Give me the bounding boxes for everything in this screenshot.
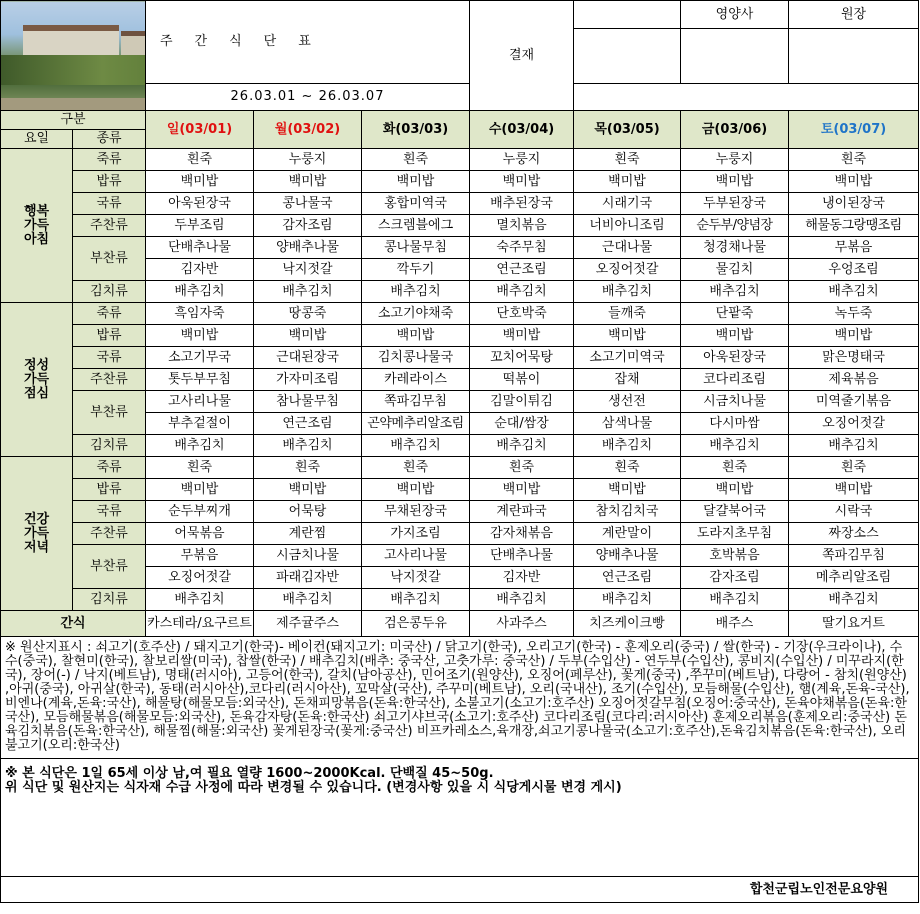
day-header-sun: 일(03/01) — [146, 111, 254, 149]
menu-cell: 백미밥 — [470, 479, 574, 501]
menu-cell: 연근조림 — [574, 567, 681, 589]
menu-cell: 배추된장국 — [470, 193, 574, 215]
menu-cell: 누룽지 — [470, 149, 574, 171]
menu-cell: 아욱된장국 — [681, 347, 789, 369]
menu-cell: 떡볶이 — [470, 369, 574, 391]
notice-block — [1, 759, 919, 877]
menu-cell: 백미밥 — [789, 171, 919, 193]
menu-cell: 제육볶음 — [789, 369, 919, 391]
gubun-header: 구분 — [1, 111, 146, 130]
meal-label-lunch: 정성 가득 점심 — [1, 303, 73, 457]
notice-line-2: 위 식단 및 원산지는 식자재 수급 사정에 따라 변경될 수 있습니다. (변경사항 있을 시 식당게시물 변경 게시) — [5, 780, 622, 795]
category-cell: 부찬류 — [73, 391, 146, 435]
menu-cell: 김자반 — [470, 567, 574, 589]
menu-cell: 시락국 — [789, 501, 919, 523]
snack-cell: 치즈케이크빵 — [574, 611, 681, 637]
menu-cell: 연근조림 — [254, 413, 362, 435]
menu-cell: 김자반 — [146, 259, 254, 281]
menu-cell: 짜장소스 — [789, 523, 919, 545]
menu-cell: 근대나물 — [574, 237, 681, 259]
menu-cell: 삼색나물 — [574, 413, 681, 435]
menu-cell: 달걀북어국 — [681, 501, 789, 523]
category-cell: 부찬류 — [73, 545, 146, 589]
menu-cell: 낙지젓갈 — [254, 259, 362, 281]
approval-sign-director — [789, 29, 919, 84]
category-cell: 밥류 — [73, 479, 146, 501]
menu-cell: 흰죽 — [146, 457, 254, 479]
menu-cell: 흰죽 — [362, 149, 470, 171]
menu-cell: 단호박죽 — [470, 303, 574, 325]
category-cell: 죽류 — [73, 149, 146, 171]
approval-spacer — [574, 1, 681, 29]
approval-bottom-blank — [574, 84, 919, 111]
menu-cell: 백미밥 — [681, 325, 789, 347]
menu-cell: 흰죽 — [574, 149, 681, 171]
menu-cell: 배추김치 — [254, 435, 362, 457]
menu-cell: 배추김치 — [574, 435, 681, 457]
menu-cell: 흰죽 — [470, 457, 574, 479]
menu-cell: 계란말이 — [574, 523, 681, 545]
menu-cell: 배추김치 — [789, 435, 919, 457]
menu-cell: 감자조림 — [254, 215, 362, 237]
category-cell: 부찬류 — [73, 237, 146, 281]
menu-cell: 백미밥 — [254, 325, 362, 347]
menu-cell: 호박볶음 — [681, 545, 789, 567]
category-cell: 국류 — [73, 193, 146, 215]
page-title: 주간식단표 — [146, 1, 470, 84]
menu-cell: 배추김치 — [574, 589, 681, 611]
menu-cell: 흰죽 — [681, 457, 789, 479]
day-header-thu: 목(03/05) — [574, 111, 681, 149]
snack-cell: 사과주스 — [470, 611, 574, 637]
menu-cell: 배추김치 — [470, 435, 574, 457]
menu-cell: 누룽지 — [254, 149, 362, 171]
menu-cell: 누룽지 — [681, 149, 789, 171]
menu-cell: 백미밥 — [254, 479, 362, 501]
menu-cell: 곤약메추리알조림 — [362, 413, 470, 435]
menu-cell: 감자채볶음 — [470, 523, 574, 545]
menu-cell: 백미밥 — [681, 479, 789, 501]
menu-cell: 고사리나물 — [362, 545, 470, 567]
notice-line-1: ※ 본 식단은 1일 65세 이상 남,여 필요 열량 1600~2000Kcal. 단백질 45~50g. — [5, 766, 494, 781]
menu-cell: 무볶음 — [146, 545, 254, 567]
menu-cell: 흰죽 — [146, 149, 254, 171]
menu-cell: 쪽파김무침 — [362, 391, 470, 413]
menu-cell: 배추김치 — [789, 281, 919, 303]
menu-cell: 시금치나물 — [681, 391, 789, 413]
menu-cell: 시래기국 — [574, 193, 681, 215]
menu-cell: 참치김치국 — [574, 501, 681, 523]
category-cell: 주찬류 — [73, 523, 146, 545]
day-header-tue: 화(03/03) — [362, 111, 470, 149]
date-range: 26.03.01 ~ 26.03.07 — [146, 84, 470, 111]
menu-cell: 근대된장국 — [254, 347, 362, 369]
menu-cell: 코다리조림 — [681, 369, 789, 391]
yoil-header: 요일 — [1, 130, 73, 149]
menu-cell: 소고기무국 — [146, 347, 254, 369]
menu-cell: 백미밥 — [681, 171, 789, 193]
category-cell: 김치류 — [73, 281, 146, 303]
menu-cell: 맑은명태국 — [789, 347, 919, 369]
menu-cell: 들깨죽 — [574, 303, 681, 325]
snack-label: 간식 — [1, 611, 146, 637]
snack-cell: 배주스 — [681, 611, 789, 637]
day-header-mon: 월(03/02) — [254, 111, 362, 149]
menu-cell: 해물동그랑땡조림 — [789, 215, 919, 237]
origin-notes: ※ 원산지표시 : 쇠고기(호주산) / 돼지고기(한국)- 베이컨(돼지고기: 미국산) / 닭고기(한국), 오리고기(한국) - 훈제오리(중국) / 쌀(한국) - 기장(우크라이나), 수수(중국), 찰현미(한국), 찰보리쌀(미국), 찹쌀(한국) / 배추김치(배추: 중국산, 고춧가루: 중국산) / 두부(수입산) - 연두부(수입산), 콩비지(수입산) / 미꾸라지(한국), 장어(-) / 낙지(베트남), 명태(러시아), 고등어(한국), 갈치(남아공산), 민어조기(원양산), 오징어(페루산), 꽃게(중국) ,쭈꾸미(베트남), 다랑어 - 참치(원양산) ,아귀(중국), 아귀살(한국), 동태(러시아산),코다리(러시아산), 꼬막살(국산), 주꾸미(베트남), 오리(국내산), 조기(수입산), 모듬해물(수입산), 햄(계육,돈육-국산), 비엔나(계육,돈육:국산), 해물탕(해물모듬:외국산), 돈채피망볶음(돈육:한국산), 소불고기(소고기:호주산) 오징어젓갈무침(오징어:중국산), 돈육야채볶음(돈육:한국산), 모듬해물볶음(해물모듬:외국산), 돈육감자탕(돈육:한국산) 쇠고기샤브국(소고기:호주산) 코다리조림(코다리:러시아산) 훈제오리볶음(훈제오리:중국산) 돈육김치볶음(돈육:한국산), 해물찜(해물:외국산) 꽃게된장국(꽃게:중국산) 비프카레소스,육개장,쇠고기콩나물국(소고기:호주산),돈육김치볶음(돈육:한국산), 오리불고기(오리:한국산) — [1, 637, 919, 759]
menu-cell: 소고기미역국 — [574, 347, 681, 369]
menu-cell: 깍두기 — [362, 259, 470, 281]
menu-cell: 흰죽 — [789, 149, 919, 171]
menu-cell: 아욱된장국 — [146, 193, 254, 215]
menu-cell: 순대/쌈장 — [470, 413, 574, 435]
snack-cell: 검은콩두유 — [362, 611, 470, 637]
category-cell: 주찬류 — [73, 369, 146, 391]
menu-cell: 물김치 — [681, 259, 789, 281]
menu-cell: 배추김치 — [146, 435, 254, 457]
category-cell: 김치류 — [73, 435, 146, 457]
menu-cell: 흰죽 — [574, 457, 681, 479]
menu-cell: 파래김자반 — [254, 567, 362, 589]
menu-cell: 생선전 — [574, 391, 681, 413]
menu-cell: 백미밥 — [146, 171, 254, 193]
menu-cell: 배추김치 — [146, 281, 254, 303]
menu-cell: 감자조림 — [681, 567, 789, 589]
meal-label-breakfast: 행복 가득 아침 — [1, 149, 73, 303]
menu-cell: 배추김치 — [362, 589, 470, 611]
menu-cell: 고사리나물 — [146, 391, 254, 413]
menu-cell: 땅콩죽 — [254, 303, 362, 325]
menu-cell: 배추김치 — [362, 281, 470, 303]
day-header-sat: 토(03/07) — [789, 111, 919, 149]
menu-cell: 낙지젓갈 — [362, 567, 470, 589]
menu-cell: 어묵볶음 — [146, 523, 254, 545]
facility-photo — [1, 1, 146, 111]
menu-cell: 백미밥 — [789, 479, 919, 501]
category-cell: 죽류 — [73, 457, 146, 479]
menu-cell: 스크렘블에그 — [362, 215, 470, 237]
menu-cell: 배추김치 — [574, 281, 681, 303]
menu-cell: 백미밥 — [470, 171, 574, 193]
meal-label-dinner: 건강 가득 저녁 — [1, 457, 73, 611]
menu-cell: 참나물무침 — [254, 391, 362, 413]
menu-cell: 꼬치어묵탕 — [470, 347, 574, 369]
snack-cell: 딸기요거트 — [789, 611, 919, 637]
menu-cell: 백미밥 — [574, 479, 681, 501]
menu-cell: 백미밥 — [146, 325, 254, 347]
menu-cell: 메추리알조림 — [789, 567, 919, 589]
menu-cell: 배추김치 — [470, 589, 574, 611]
menu-cell: 백미밥 — [362, 171, 470, 193]
menu-cell: 무채된장국 — [362, 501, 470, 523]
menu-cell: 흑임자죽 — [146, 303, 254, 325]
menu-cell: 배추김치 — [362, 435, 470, 457]
menu-cell: 배추김치 — [470, 281, 574, 303]
menu-cell: 멸치볶음 — [470, 215, 574, 237]
menu-cell: 계란파국 — [470, 501, 574, 523]
menu-cell: 단팥죽 — [681, 303, 789, 325]
category-cell: 김치류 — [73, 589, 146, 611]
menu-cell: 배추김치 — [789, 589, 919, 611]
menu-cell: 쪽파김무침 — [789, 545, 919, 567]
menu-cell: 계란찜 — [254, 523, 362, 545]
category-cell: 국류 — [73, 347, 146, 369]
menu-cell: 카레라이스 — [362, 369, 470, 391]
day-header-wed: 수(03/04) — [470, 111, 574, 149]
approver-director: 원장 — [789, 1, 919, 29]
category-cell: 죽류 — [73, 303, 146, 325]
menu-cell: 흰죽 — [254, 457, 362, 479]
menu-cell: 백미밥 — [574, 171, 681, 193]
menu-cell: 홍합미역국 — [362, 193, 470, 215]
snack-cell: 제주귤주스 — [254, 611, 362, 637]
menu-cell: 잡채 — [574, 369, 681, 391]
menu-cell: 청경채나물 — [681, 237, 789, 259]
menu-cell: 흰죽 — [362, 457, 470, 479]
approval-sign-dietitian — [681, 29, 789, 84]
menu-cell: 순두부찌개 — [146, 501, 254, 523]
menu-cell: 배추김치 — [254, 589, 362, 611]
menu-cell: 양배추나물 — [254, 237, 362, 259]
menu-cell: 배추김치 — [254, 281, 362, 303]
menu-cell: 오징어젓갈 — [574, 259, 681, 281]
menu-cell: 숙주무침 — [470, 237, 574, 259]
menu-cell: 콩나물국 — [254, 193, 362, 215]
menu-cell: 가자미조림 — [254, 369, 362, 391]
menu-cell: 단배추나물 — [146, 237, 254, 259]
category-cell: 주찬류 — [73, 215, 146, 237]
menu-cell: 오징어젓갈 — [789, 413, 919, 435]
menu-cell: 오징어젓갈 — [146, 567, 254, 589]
menu-cell: 우엉조림 — [789, 259, 919, 281]
menu-cell: 다시마쌈 — [681, 413, 789, 435]
menu-cell: 부추겉절이 — [146, 413, 254, 435]
approver-dietitian: 영양사 — [681, 1, 789, 29]
menu-cell: 어묵탕 — [254, 501, 362, 523]
menu-cell: 콩나물무침 — [362, 237, 470, 259]
menu-cell: 냉이된장국 — [789, 193, 919, 215]
menu-cell: 가지조림 — [362, 523, 470, 545]
menu-cell: 백미밥 — [574, 325, 681, 347]
day-header-fri: 금(03/06) — [681, 111, 789, 149]
snack-cell: 카스테라/요구르트 — [146, 611, 254, 637]
menu-cell: 두부된장국 — [681, 193, 789, 215]
menu-cell: 백미밥 — [362, 479, 470, 501]
category-cell: 밥류 — [73, 171, 146, 193]
menu-cell: 소고기야채죽 — [362, 303, 470, 325]
approval-label: 결재 — [470, 1, 574, 111]
menu-cell: 김치콩나물국 — [362, 347, 470, 369]
menu-cell: 녹두죽 — [789, 303, 919, 325]
menu-cell: 백미밥 — [362, 325, 470, 347]
menu-cell: 배추김치 — [146, 589, 254, 611]
menu-cell: 배추김치 — [681, 589, 789, 611]
menu-cell: 백미밥 — [254, 171, 362, 193]
menu-cell: 양배추나물 — [574, 545, 681, 567]
menu-cell: 도라지초무침 — [681, 523, 789, 545]
facility-name: 합천군립노인전문요양원 — [1, 877, 919, 903]
category-cell: 국류 — [73, 501, 146, 523]
menu-cell: 무볶음 — [789, 237, 919, 259]
menu-cell: 순두부/양념장 — [681, 215, 789, 237]
menu-cell: 흰죽 — [789, 457, 919, 479]
menu-cell: 시금치나물 — [254, 545, 362, 567]
menu-cell: 너비아니조림 — [574, 215, 681, 237]
jongryu-header: 종류 — [73, 130, 146, 149]
menu-cell: 단배추나물 — [470, 545, 574, 567]
category-cell: 밥류 — [73, 325, 146, 347]
menu-cell: 김말이튀김 — [470, 391, 574, 413]
menu-cell: 미역줄기볶음 — [789, 391, 919, 413]
menu-cell: 백미밥 — [789, 325, 919, 347]
menu-cell: 백미밥 — [470, 325, 574, 347]
menu-cell: 두부조림 — [146, 215, 254, 237]
menu-cell: 백미밥 — [146, 479, 254, 501]
menu-cell: 배추김치 — [681, 281, 789, 303]
approval-blank-0 — [574, 29, 681, 84]
menu-cell: 연근조림 — [470, 259, 574, 281]
menu-cell: 톳두부무침 — [146, 369, 254, 391]
menu-cell: 배추김치 — [681, 435, 789, 457]
